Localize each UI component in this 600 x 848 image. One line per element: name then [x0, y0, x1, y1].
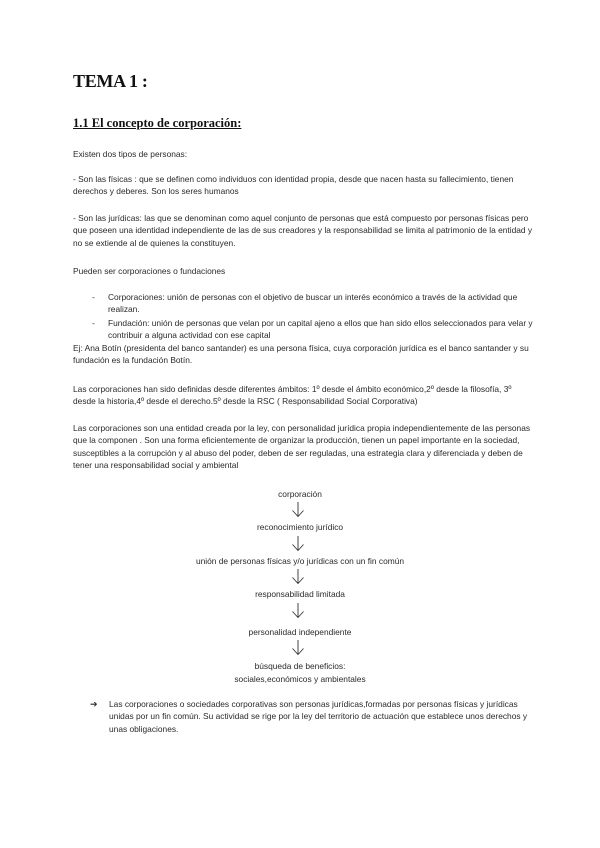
flow-step-busqueda: búsqueda de beneficios:	[254, 661, 346, 671]
bullet-marker: -	[92, 292, 95, 302]
down-arrow-icon	[291, 502, 305, 518]
paragraph-fisicas: - Son las físicas : que se definen como individuos con identidad propia, desde que nacen hasta su fallecimiento, tienen derechos y deberes. Son los seres humanos	[73, 174, 514, 197]
down-arrow-icon	[291, 569, 305, 585]
down-arrow-icon	[291, 536, 305, 552]
intro-text: Existen dos tipos de personas:	[73, 149, 188, 159]
flow-step-reconocimiento: reconocimiento jurídico	[256, 522, 344, 532]
flow-step-corporacion: corporación	[278, 489, 322, 499]
section-heading: 1.1 El concepto de corporación:	[73, 116, 242, 130]
paragraph-ejemplo: Ej: Ana Botín (presidenta del banco santander) es una persona física, cuya corporación jurídica es el banco santander y su fundación es la fundación Botín.	[73, 343, 529, 366]
bullet-text: Corporaciones: unión de personas con el objetivo de buscar un interés económico a través de la actividad que realizan.	[108, 292, 518, 315]
paragraph-juridicas: - Son las jurídicas: las que se denominan como aquel conjunto de personas que está compuesto por personas físicas pero que poseen una identidad independiente de las de sus creadores y la responsabilidad se limita al patrimonio de la entidad y no se extiende al de quienes la constituyen.	[73, 213, 533, 248]
flow-step-personalidad: personalidad independiente	[248, 627, 352, 637]
paragraph-pueden-ser: Pueden ser corporaciones o fundaciones	[73, 266, 226, 276]
final-note	[90, 698, 535, 735]
flow-step-responsabilidad: responsabilidad limitada	[255, 589, 345, 599]
bullet-text: Fundación: unión de personas que velan por un capital ajeno a ellos que han sido ellos seleccionados para velar y contribuir a alguna actividad con ese capital	[108, 318, 533, 341]
page-title: TEMA 1 :	[73, 71, 148, 91]
final-note-text: Las corporaciones o sociedades corporativas son personas jurídicas,formadas por personas físicas y jurídicas unidas por un fin común. Su actividad se rige por la ley del territorio de actuación que establece unos derechos y unas obligaciones.	[109, 699, 528, 734]
list-item	[92, 291, 534, 316]
paragraph-definicion: Las corporaciones son una entidad creada por la ley, con personalidad jurídica propia independientemente de las personas que la componen . Son una forma eficientemente de organizar la producción, tienen un papel importante en la sociedad, susceptibles a la corrupción y al abuso del poder, deben de ser reguladas, una estrategia clara y diferenciada y deben de tener una responsabilidad social y ambiental	[73, 423, 531, 471]
down-arrow-icon	[291, 640, 305, 656]
paragraph-ambitos: Las corporaciones han sido definidas desde diferentes ámbitos: 1º desde el ámbito económico,2º desde la filosofía, 3º desde la historia,4º desde el derecho.5º desde la RSC ( Responsabilidad Social Corporativa)	[73, 384, 512, 407]
bullet-marker: -	[92, 318, 95, 328]
arrow-bullet-icon: ➔	[90, 699, 98, 709]
flow-step-union: unión de personas físicas y/o jurídicas con un fin común	[195, 556, 405, 566]
list-item	[92, 317, 534, 342]
flow-step-beneficios: sociales,económicos y ambientales	[234, 674, 366, 684]
down-arrow-icon	[291, 603, 305, 619]
